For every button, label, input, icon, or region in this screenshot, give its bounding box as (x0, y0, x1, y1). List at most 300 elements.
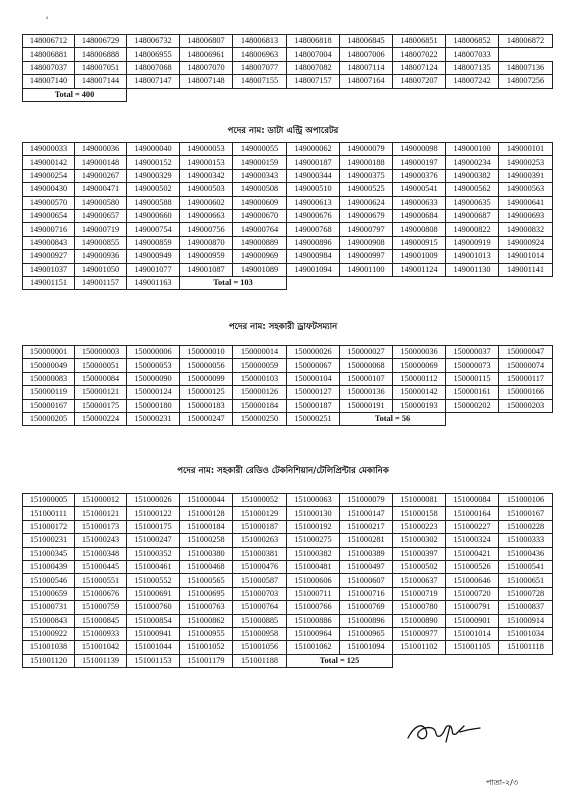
roll-number-cell: 149000613 (287, 196, 340, 209)
roll-number-cell: 149000570 (23, 196, 75, 209)
roll-number-cell: 151000780 (393, 601, 446, 614)
roll-number-cell: 149000344 (287, 169, 340, 182)
table-row (23, 75, 553, 88)
roll-number-cell: 149001013 (446, 250, 499, 263)
roll-number-cell: 150000127 (287, 386, 340, 399)
roll-number-cell: 151000247 (127, 534, 180, 547)
roll-number-cell: 151000720 (446, 587, 499, 600)
roll-number-cell: 149000641 (499, 196, 553, 209)
table-row (23, 494, 553, 507)
roll-number-cell: 148007124 (393, 61, 446, 74)
total-count-cell: Total = 56 (340, 412, 446, 425)
roll-number-cell: 151000122 (127, 507, 180, 520)
roll-number-cell: 150000166 (499, 386, 553, 399)
roll-number-cell: 149000098 (393, 143, 446, 156)
table-row (23, 236, 553, 249)
roll-number-cell: 150000074 (499, 359, 553, 372)
roll-number-cell: 149000430 (23, 183, 75, 196)
roll-number-cell: 151000281 (340, 534, 393, 547)
roll-number-cell: 150000003 (75, 346, 127, 359)
roll-number-cell: 149000471 (75, 183, 127, 196)
roll-number-cell: 149000152 (127, 156, 180, 169)
table-row (23, 574, 553, 587)
section-heading-draftsman: পদের নাম: সহকারী ড্রাফটসম্যান (228, 322, 338, 332)
roll-number-cell: 151000382 (287, 547, 340, 560)
roll-number-cell: 150000069 (393, 359, 446, 372)
roll-number-cell: 149000148 (75, 156, 127, 169)
roll-number-cell: 149000756 (180, 223, 233, 236)
table-row (23, 534, 553, 547)
roll-number-cell: 151000711 (287, 587, 340, 600)
roll-number-cell: 151001094 (340, 641, 393, 654)
roll-number-cell: 149000602 (180, 196, 233, 209)
roll-number-cell: 148007157 (287, 75, 340, 88)
roll-number-cell: 148006881 (23, 48, 75, 61)
roll-number-cell: 151000012 (75, 494, 127, 507)
roll-number-cell: 151000977 (393, 627, 446, 640)
roll-number-cell: 151000263 (233, 534, 287, 547)
roll-number-cell: 149000580 (75, 196, 127, 209)
roll-number-cell: 151000551 (75, 574, 127, 587)
roll-number-cell: 148006888 (75, 48, 127, 61)
roll-number-cell: 151000175 (127, 520, 180, 533)
roll-number-cell: 151001062 (287, 641, 340, 654)
table-row (23, 276, 553, 289)
roll-number-cell: 150000026 (287, 346, 340, 359)
roll-number-cell: 151000922 (23, 627, 75, 640)
roll-number-cell: 149001014 (499, 250, 553, 263)
roll-number-cell: 151000769 (340, 601, 393, 614)
roll-number-cell: 149000624 (340, 196, 393, 209)
roll-number-cell: 149000969 (233, 250, 287, 263)
roll-number-cell: 151000695 (180, 587, 233, 600)
roll-number-cell: 148007164 (340, 75, 393, 88)
roll-number-cell: 151000158 (393, 507, 446, 520)
roll-number-cell: 150000231 (127, 412, 180, 425)
total-count-cell: Total = 103 (180, 276, 287, 289)
roll-number-cell: 151000885 (233, 614, 287, 627)
roll-number-cell: 149000562 (446, 183, 499, 196)
roll-number-cell: 151000192 (287, 520, 340, 533)
roll-number-cell: 151000958 (233, 627, 287, 640)
roll-number-cell: 150000056 (180, 359, 233, 372)
roll-number-cell: 150000224 (75, 412, 127, 425)
roll-number-cell: 149000889 (233, 236, 287, 249)
total-count-cell: Total = 400 (23, 88, 127, 101)
roll-number-cell: 149000997 (340, 250, 393, 263)
roll-number-cell: 151000121 (75, 507, 127, 520)
roll-number-cell: 151000436 (499, 547, 553, 560)
roll-number-cell: 150000090 (127, 372, 180, 385)
roll-number-cell: 150000251 (287, 412, 340, 425)
roll-number-cell: 151000896 (340, 614, 393, 627)
roll-number-cell: 151000231 (23, 534, 75, 547)
roll-number-cell: 149000924 (499, 236, 553, 249)
roll-number-cell: 150000112 (393, 372, 446, 385)
roll-number-cell: 150000010 (180, 346, 233, 359)
roll-number-cell: 150000006 (127, 346, 180, 359)
roll-number-cell: 151001042 (75, 641, 127, 654)
roll-number-cell: 150000084 (75, 372, 127, 385)
roll-number-cell: 148007082 (287, 61, 340, 74)
roll-number-cell: 151000716 (340, 587, 393, 600)
roll-number-cell: 151000333 (499, 534, 553, 547)
roll-number-cell: 151000227 (446, 520, 499, 533)
roll-number-cell: 151001044 (127, 641, 180, 654)
roll-number-cell: 150000183 (180, 399, 233, 412)
roll-number-cell: 149000676 (287, 209, 340, 222)
roll-number-cell: 149000188 (340, 156, 393, 169)
roll-number-cell: 149000040 (127, 143, 180, 156)
roll-number-cell: 150000001 (23, 346, 75, 359)
roll-number-cell: 148007114 (340, 61, 393, 74)
table-row (23, 88, 553, 101)
roll-number-cell: 149000503 (180, 183, 233, 196)
roll-number-cell: 150000117 (499, 372, 553, 385)
roll-number-cell: 151000348 (75, 547, 127, 560)
roll-number-cell: 151000541 (499, 560, 553, 573)
roll-number-cell: 151000791 (446, 601, 499, 614)
roll-number-cell: 150000142 (393, 386, 446, 399)
page-number: পাতা-২/৩ (486, 778, 519, 787)
roll-number-cell: 150000202 (446, 399, 499, 412)
roll-number-cell: 149000036 (75, 143, 127, 156)
roll-number-cell: 149000716 (23, 223, 75, 236)
roll-number-cell: 151000933 (75, 627, 127, 640)
roll-number-cell: 148006732 (127, 35, 180, 48)
table-row (23, 61, 553, 74)
table-row (23, 399, 553, 412)
roll-number-cell: 151000421 (446, 547, 499, 560)
roll-number-cell: 151000302 (393, 534, 446, 547)
roll-number-cell: 151000703 (233, 587, 287, 600)
roll-number-cell: 149000267 (75, 169, 127, 182)
roll-number-cell: 151000955 (180, 627, 233, 640)
roll-number-cell: 151000763 (180, 601, 233, 614)
roll-number-cell: 149000055 (233, 143, 287, 156)
roll-number-cell: 150000103 (233, 372, 287, 385)
roll-number-cell: 149000635 (446, 196, 499, 209)
roll-number-cell: 151000052 (233, 494, 287, 507)
section-heading-radio-technician: পদের নাম: সহকারী রেডিও টেকনিশিয়ান/টেলিপ্রিন্টার মেকানিক (177, 466, 389, 476)
roll-number-cell: 149001157 (75, 276, 127, 289)
roll-number-cell: 149001124 (393, 263, 446, 276)
roll-number-cell: 150000107 (340, 372, 393, 385)
roll-number-cell: 149000541 (393, 183, 446, 196)
roll-number-cell: 149000053 (180, 143, 233, 156)
roll-number-cell: 151000352 (127, 547, 180, 560)
roll-number-cell: 149001087 (180, 263, 233, 276)
table-row (23, 35, 553, 48)
roll-number-cell: 149000563 (499, 183, 553, 196)
roll-number-cell: 149000859 (127, 236, 180, 249)
roll-number-cell: 148007140 (23, 75, 75, 88)
roll-number-cell: 148007068 (127, 61, 180, 74)
roll-number-cell: 148007077 (233, 61, 287, 74)
section-heading-data-entry: পদের নাম: ডাটা এন্ট্রি অপারেটর (227, 126, 339, 136)
roll-number-cell: 150000104 (287, 372, 340, 385)
roll-number-cell: 151000389 (340, 547, 393, 560)
roll-number-cell: 151000481 (287, 560, 340, 573)
signature-image (404, 716, 486, 748)
roll-number-cell: 151000728 (499, 587, 553, 600)
roll-number-cell: 149000187 (287, 156, 340, 169)
roll-number-cell: 150000115 (446, 372, 499, 385)
roll-number-cell: 149000159 (233, 156, 287, 169)
roll-number-cell: 151000111 (23, 507, 75, 520)
roll-number-cell: 151000760 (127, 601, 180, 614)
roll-number-cell: 148007022 (393, 48, 446, 61)
roll-number-cell: 151000607 (340, 574, 393, 587)
roll-number-cell: 148007051 (75, 61, 127, 74)
roll-number-cell: 151000275 (287, 534, 340, 547)
table-row (23, 627, 553, 640)
roll-number-cell: 151000005 (23, 494, 75, 507)
roll-number-cell: 148007136 (499, 61, 553, 74)
roll-number-cell: 148007004 (287, 48, 340, 61)
roll-number-cell: 149000808 (393, 223, 446, 236)
roll-number-cell: 151000651 (499, 574, 553, 587)
roll-number-cell: 151000081 (393, 494, 446, 507)
roll-number-cell: 148007006 (340, 48, 393, 61)
roll-number-cell: 150000073 (446, 359, 499, 372)
roll-number-cell: 150000119 (23, 386, 75, 399)
table-row (23, 156, 553, 169)
table-row (23, 196, 553, 209)
roll-number-cell: 149000670 (233, 209, 287, 222)
roll-number-cell: 149001077 (127, 263, 180, 276)
roll-number-cell: 151000217 (340, 520, 393, 533)
roll-number-cell: 151000964 (287, 627, 340, 640)
roll-number-cell: 150000059 (233, 359, 287, 372)
roll-number-cell: 151000646 (446, 574, 499, 587)
roll-number-cell: 149000797 (340, 223, 393, 236)
roll-number-cell: 151000187 (233, 520, 287, 533)
table-row (23, 520, 553, 533)
roll-number-cell: 151000691 (127, 587, 180, 600)
roll-number-cell: 151000837 (499, 601, 553, 614)
roll-number-cell: 151000130 (287, 507, 340, 520)
roll-number-cell: 151000243 (75, 534, 127, 547)
roll-number-cell: 149000915 (393, 236, 446, 249)
roll-number-cell: 151000184 (180, 520, 233, 533)
roll-number-cell: 151000324 (446, 534, 499, 547)
roll-number-cell: 148006963 (233, 48, 287, 61)
roll-number-cell: 149000984 (287, 250, 340, 263)
roll-number-cell: 148006845 (340, 35, 393, 48)
roll-number-cell: 151000497 (340, 560, 393, 573)
roll-number-cell: 151000167 (499, 507, 553, 520)
roll-number-cell: 149001050 (75, 263, 127, 276)
roll-number-cell: 151000546 (23, 574, 75, 587)
roll-number-cell: 149000719 (75, 223, 127, 236)
roll-number-cell: 148006712 (23, 35, 75, 48)
roll-number-cell: 151000759 (75, 601, 127, 614)
roll-number-cell: 151000731 (23, 601, 75, 614)
roll-number-cell: 148007144 (75, 75, 127, 88)
roll-number-cell: 149001037 (23, 263, 75, 276)
roll-number-cell: 149000525 (340, 183, 393, 196)
roll-number-cell: 150000053 (127, 359, 180, 372)
roll-number-cell: 150000014 (233, 346, 287, 359)
roll-number-cell: 149000663 (180, 209, 233, 222)
roll-number-cell: 149000101 (499, 143, 553, 156)
roll-number-cell: 149000253 (499, 156, 553, 169)
roll-number-cell: 149000197 (393, 156, 446, 169)
roll-number-cell: 148006807 (180, 35, 233, 48)
roll-number-cell: 149000033 (23, 143, 75, 156)
table-row (23, 48, 553, 61)
roll-number-cell: 148007242 (446, 75, 499, 88)
table-row (23, 560, 553, 573)
roll-number-cell: 149001151 (23, 276, 75, 289)
roll-number-cell: 148006955 (127, 48, 180, 61)
roll-number-cell: 149001089 (233, 263, 287, 276)
roll-number-cell: 149000657 (75, 209, 127, 222)
roll-number-cell: 149000382 (446, 169, 499, 182)
table-row (23, 601, 553, 614)
roll-number-cell: 150000193 (393, 399, 446, 412)
roll-number-cell: 151000886 (287, 614, 340, 627)
roll-number-cell: 149000927 (23, 250, 75, 263)
roll-number-cell: 149000375 (340, 169, 393, 182)
table-row (23, 547, 553, 560)
roll-number-cell: 151000468 (180, 560, 233, 573)
roll-number-cell: 151001014 (446, 627, 499, 640)
roll-number-cell: 151000854 (127, 614, 180, 627)
roll-number-cell: 149000142 (23, 156, 75, 169)
roll-table-assistant-draftsman (22, 345, 553, 426)
roll-number-cell: 149001141 (499, 263, 553, 276)
table-row (23, 209, 553, 222)
roll-number-cell: 148007070 (180, 61, 233, 74)
table-row (23, 412, 553, 425)
roll-number-cell: 149000508 (233, 183, 287, 196)
roll-number-cell: 151000587 (233, 574, 287, 587)
roll-number-cell: 151000128 (180, 507, 233, 520)
roll-number-cell: 151000345 (23, 547, 75, 560)
roll-number-cell: 150000121 (75, 386, 127, 399)
roll-number-cell: 149000832 (499, 223, 553, 236)
table-row (23, 654, 553, 667)
roll-number-cell: 149000343 (233, 169, 287, 182)
roll-number-cell: 151001105 (446, 641, 499, 654)
roll-number-cell: 151001118 (499, 641, 553, 654)
roll-number-cell: 148007155 (233, 75, 287, 88)
roll-number-cell: 150000184 (233, 399, 287, 412)
roll-number-cell: 151000502 (393, 560, 446, 573)
roll-number-cell: 150000187 (287, 399, 340, 412)
roll-number-cell: 149000254 (23, 169, 75, 182)
roll-number-cell: 149000936 (75, 250, 127, 263)
roll-number-cell: 149000684 (393, 209, 446, 222)
roll-number-cell: 149000959 (180, 250, 233, 263)
roll-number-cell: 148006851 (393, 35, 446, 48)
roll-number-cell: 151000552 (127, 574, 180, 587)
roll-number-cell: 151000764 (233, 601, 287, 614)
roll-number-cell: 149000079 (340, 143, 393, 156)
table-row (23, 372, 553, 385)
roll-number-cell: 148007256 (499, 75, 553, 88)
table-row (23, 507, 553, 520)
table-row (23, 641, 553, 654)
roll-number-cell: 150000191 (340, 399, 393, 412)
roll-number-cell: 150000136 (340, 386, 393, 399)
table-row (23, 346, 553, 359)
roll-number-cell: 149000870 (180, 236, 233, 249)
roll-number-cell: 151000901 (446, 614, 499, 627)
roll-number-cell: 151000461 (127, 560, 180, 573)
roll-number-cell: 151000965 (340, 627, 393, 640)
roll-number-cell: 151001139 (75, 654, 127, 667)
roll-number-cell: 151000044 (180, 494, 233, 507)
roll-number-cell: 151000129 (233, 507, 287, 520)
roll-number-cell: 148007037 (23, 61, 75, 74)
table-row (23, 143, 553, 156)
roll-number-cell: 149000342 (180, 169, 233, 182)
roll-number-cell: 149000687 (446, 209, 499, 222)
roll-number-cell: 149000693 (499, 209, 553, 222)
roll-number-cell: 149000100 (446, 143, 499, 156)
roll-number-cell: 149000376 (393, 169, 446, 182)
roll-number-cell: 151000258 (180, 534, 233, 547)
roll-number-cell: 150000027 (340, 346, 393, 359)
roll-number-cell: 149000679 (340, 209, 393, 222)
roll-number-cell: 150000124 (127, 386, 180, 399)
roll-table-data-entry-prev (22, 34, 553, 102)
roll-number-cell: 148007207 (393, 75, 446, 88)
roll-number-cell: 151000719 (393, 587, 446, 600)
roll-number-cell: 151000079 (340, 494, 393, 507)
roll-number-cell: 149000764 (233, 223, 287, 236)
table-row (23, 359, 553, 372)
roll-number-cell: 151000380 (180, 547, 233, 560)
table-row (23, 250, 553, 263)
roll-number-cell: 151000106 (499, 494, 553, 507)
roll-number-cell: 150000049 (23, 359, 75, 372)
roll-number-cell: 150000125 (180, 386, 233, 399)
roll-number-cell: 151000164 (446, 507, 499, 520)
roll-number-cell: 150000180 (127, 399, 180, 412)
table-row (23, 386, 553, 399)
roll-number-cell: 150000126 (233, 386, 287, 399)
roll-number-cell: 151001034 (499, 627, 553, 640)
roll-number-cell: 148007148 (180, 75, 233, 88)
roll-number-cell: 150000099 (180, 372, 233, 385)
roll-number-cell: 151000843 (23, 614, 75, 627)
roll-number-cell: 150000036 (393, 346, 446, 359)
roll-number-cell: 149000754 (127, 223, 180, 236)
roll-number-cell: 149000502 (127, 183, 180, 196)
roll-number-cell: 148006872 (499, 35, 553, 48)
roll-number-cell: 149000329 (127, 169, 180, 182)
roll-number-cell: 151000526 (446, 560, 499, 573)
roll-number-cell: 151000223 (393, 520, 446, 533)
roll-table-data-entry-operator (22, 142, 553, 290)
roll-number-cell: 151001120 (23, 654, 75, 667)
roll-number-cell: 151000445 (75, 560, 127, 573)
roll-number-cell: 151000766 (287, 601, 340, 614)
roll-number-cell: 151001188 (233, 654, 287, 667)
table-row (23, 263, 553, 276)
table-row (23, 169, 553, 182)
table-row (23, 614, 553, 627)
roll-number-cell: 148006852 (446, 35, 499, 48)
roll-number-cell: 151000914 (499, 614, 553, 627)
roll-number-cell: 149000896 (287, 236, 340, 249)
roll-number-cell: 150000203 (499, 399, 553, 412)
roll-number-cell: 149000855 (75, 236, 127, 249)
